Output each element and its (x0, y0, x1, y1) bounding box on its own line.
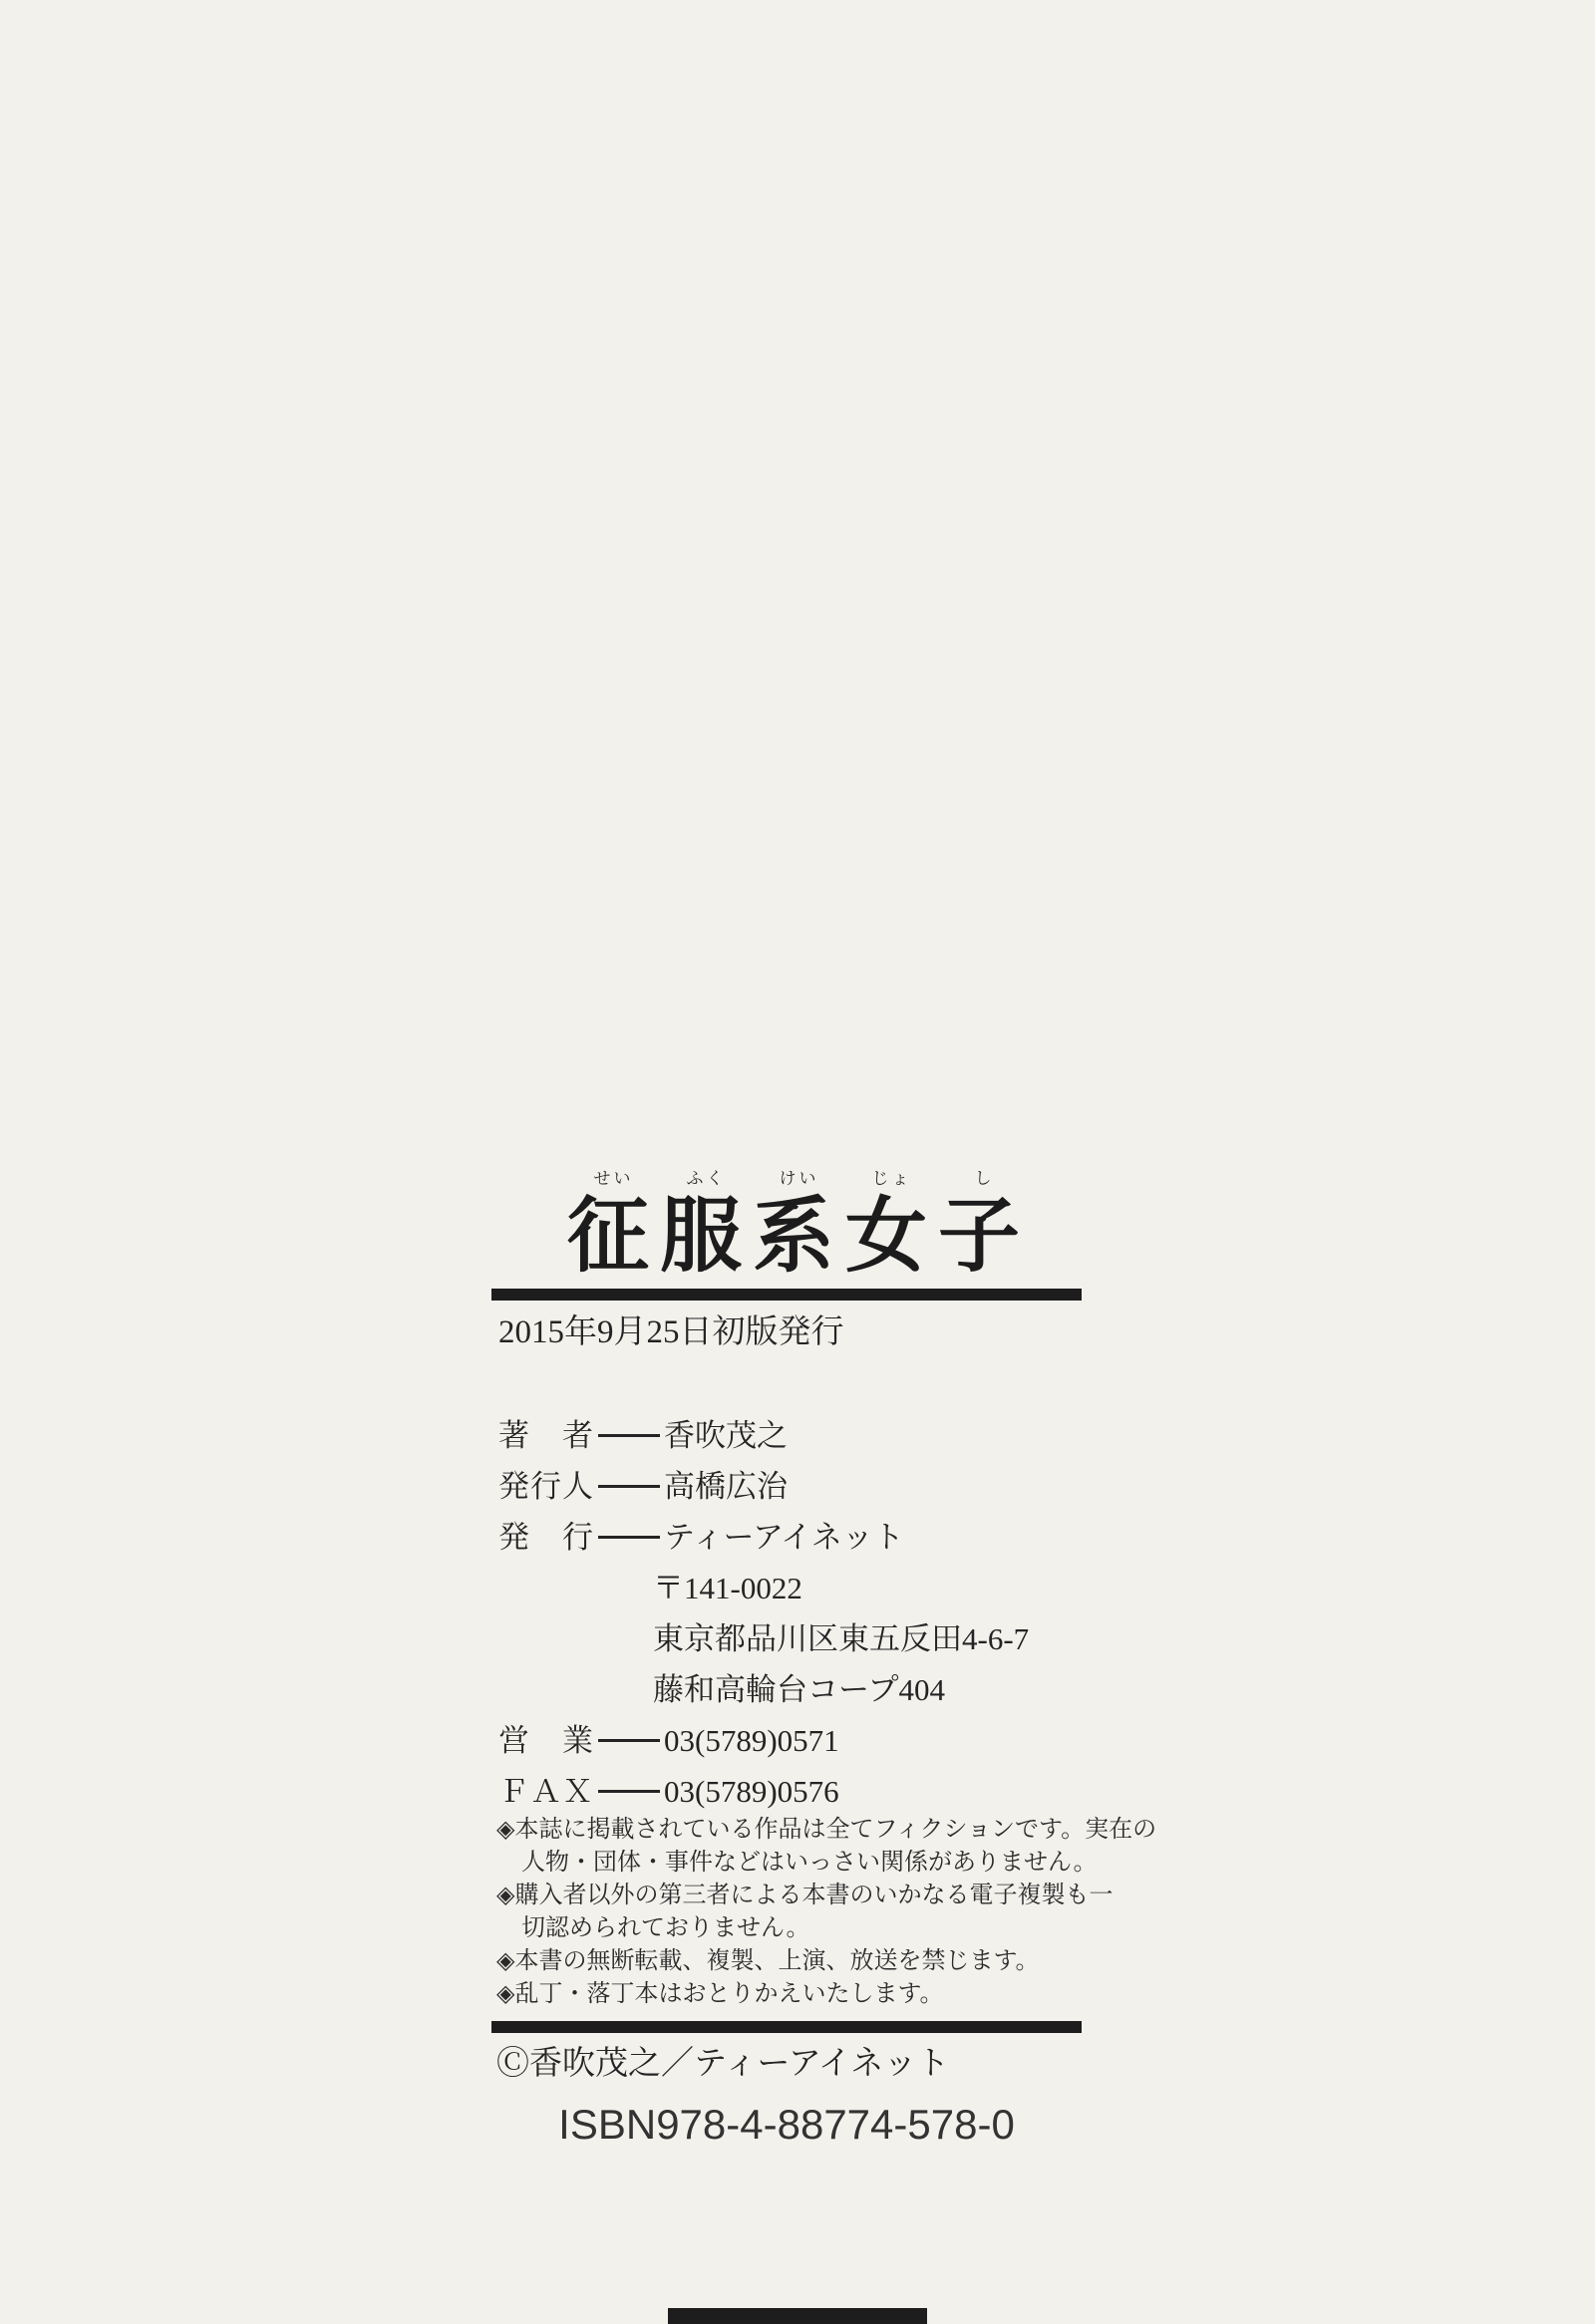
furigana-char: けい (779, 1169, 819, 1188)
legal-notices (496, 1814, 1156, 2011)
publisher-postal-code: 〒141-0022 (653, 1571, 802, 1605)
contact-row-fax (498, 1766, 1082, 1817)
leader-dash (598, 1790, 660, 1793)
contact-label: 営 業 (498, 1723, 593, 1758)
credit-value: 高橋広治 (664, 1469, 788, 1504)
credit-row-issuer (498, 1461, 1082, 1512)
isbn-number: ISBN978-4-88774-578-0 (558, 2101, 1015, 2148)
page-bottom-edge-bar (668, 2308, 927, 2324)
contact-row-sales (498, 1715, 1082, 1766)
notice-line-continuation: 人物・団体・事件などはいっさい関係がありません。 (521, 1850, 1098, 1876)
credit-row-publisher (498, 1512, 1082, 1563)
colophon-block (491, 1156, 1157, 2173)
edition-date: 2015年9月25日初版発行 (498, 1314, 844, 1350)
credit-value: 香吹茂之 (664, 1418, 788, 1453)
contact-value: 03(5789)0576 (664, 1774, 839, 1809)
credit-row-author (498, 1410, 1082, 1461)
furigana-char: し (974, 1169, 995, 1188)
furigana-char: せい (593, 1169, 634, 1188)
publisher-address-line: 東京都品川区東五反田4-6-7 (653, 1621, 1030, 1656)
credit-label: 著 者 (498, 1418, 593, 1453)
leader-dash (598, 1536, 660, 1539)
publication-credits (498, 1410, 1082, 1817)
book-title: 征服系女子 (567, 1191, 1032, 1282)
divider-rule-bottom (491, 2021, 1082, 2033)
leader-dash (598, 1485, 660, 1488)
publisher-address-line: 藤和高輪台コープ404 (653, 1672, 945, 1707)
furigana-char: ふく (686, 1169, 727, 1188)
notice-line-continuation: 切認められておりません。 (521, 1915, 810, 1941)
notice-line: ◈乱丁・落丁本はおとりかえいたします。 (496, 1981, 944, 2007)
contact-label: ＦＡＸ (498, 1774, 593, 1809)
furigana-char: じょ (871, 1169, 912, 1188)
credit-label: 発 行 (498, 1520, 593, 1555)
notice-line: ◈購入者以外の第三者による本書のいかなる電子複製も一 (496, 1883, 1114, 1908)
credit-label: 発行人 (498, 1469, 593, 1504)
divider-rule-top (491, 1289, 1082, 1301)
notice-line: ◈本誌に掲載されている作品は全てフィクションです。実在の (496, 1817, 1157, 1843)
contact-value: 03(5789)0571 (664, 1723, 839, 1758)
credit-value: ティーアイネット (664, 1520, 904, 1555)
leader-dash (598, 1739, 660, 1742)
copyright-line: Ⓒ香吹茂之／ティーアイネット (496, 2046, 950, 2082)
notice-line: ◈本書の無断転載、複製、上演、放送を禁じます。 (496, 1948, 1040, 1974)
leader-dash (598, 1434, 660, 1437)
